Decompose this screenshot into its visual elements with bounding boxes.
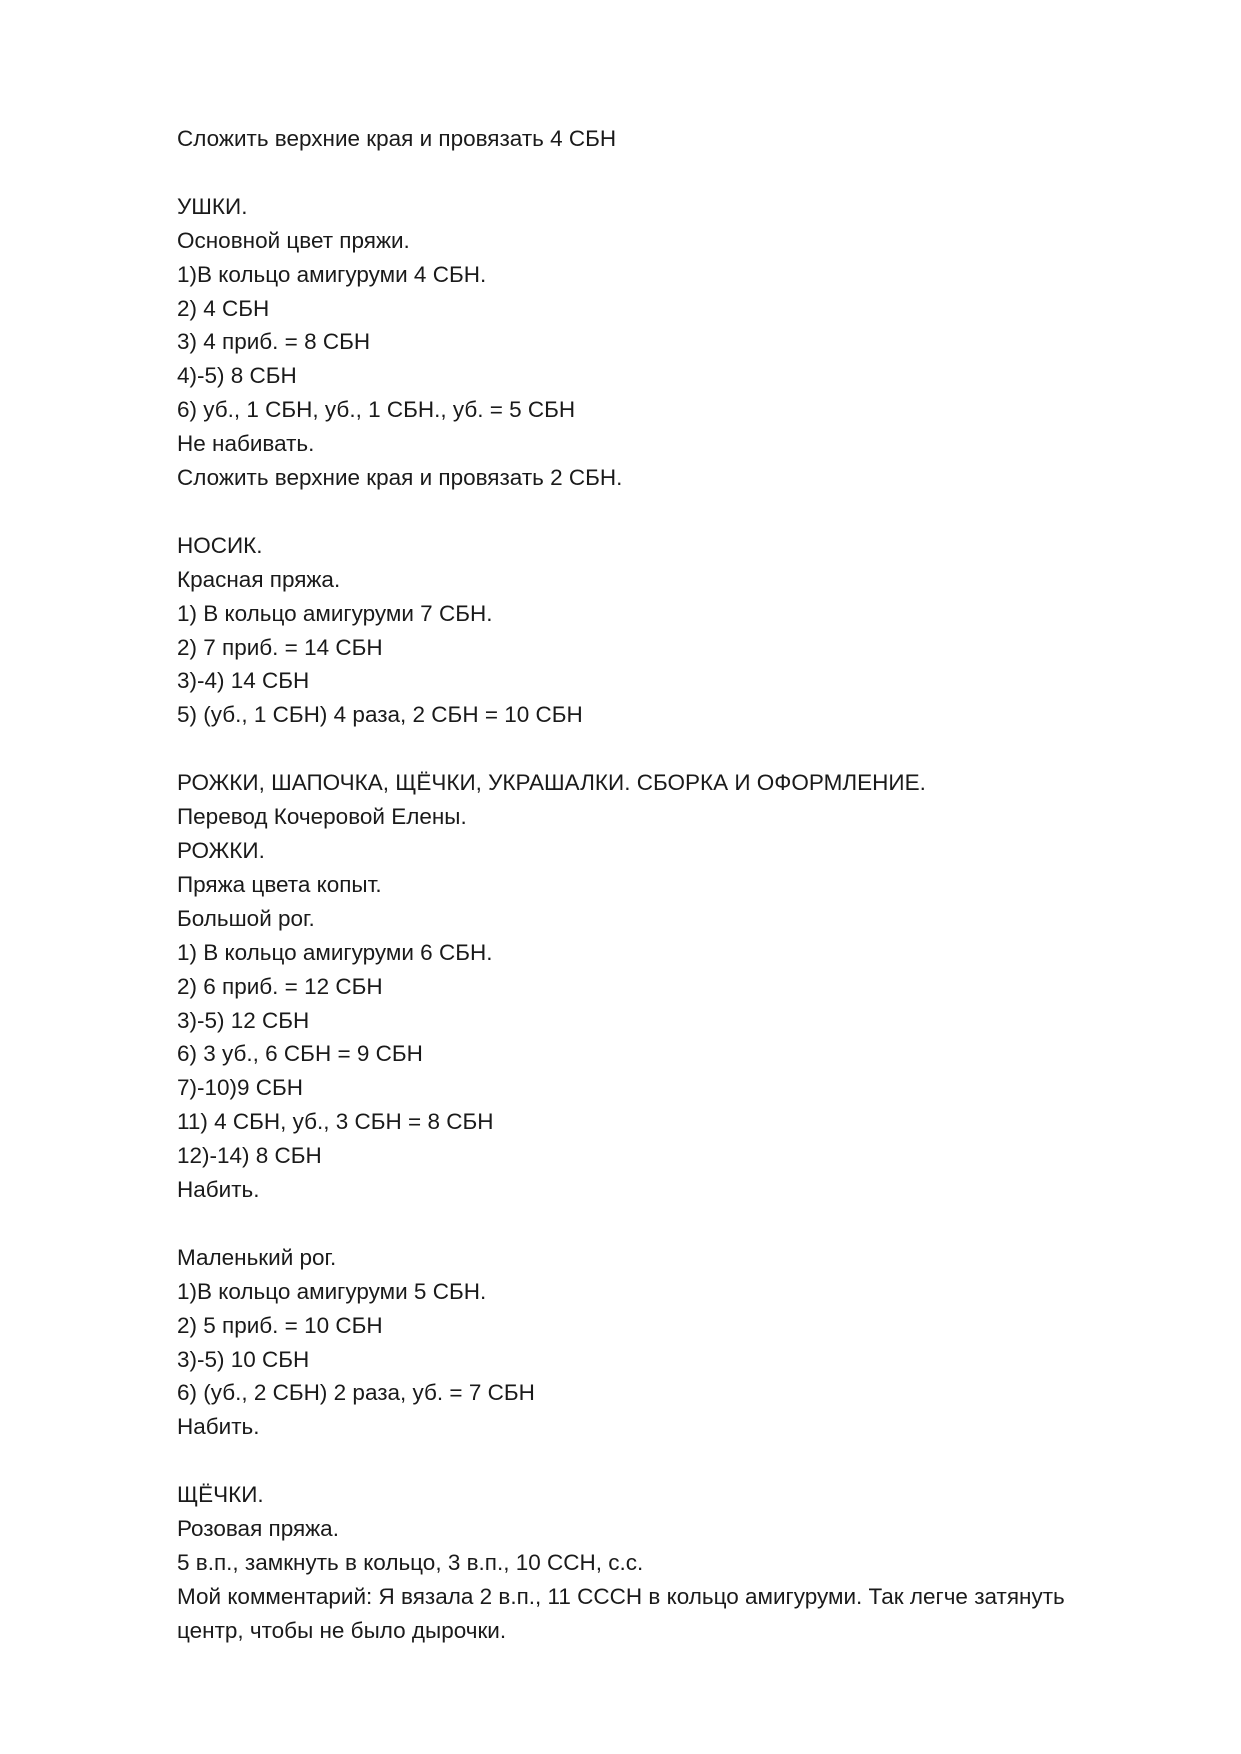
text-line: 1) В кольцо амигуруми 7 СБН.: [177, 600, 493, 626]
subheading-big-horn: Большой рог.: [177, 905, 315, 931]
text-line: Набить.: [177, 1414, 260, 1440]
text-line: 11) 4 СБН, уб., 3 СБН = 8 СБН: [177, 1109, 494, 1135]
text-line: 5) (уб., 1 СБН) 4 раза, 2 СБН = 10 СБН: [177, 702, 583, 728]
text-line: Пряжа цвета копыт.: [177, 871, 382, 897]
text-line: 2) 7 приб. = 14 СБН: [177, 634, 383, 660]
text-line: Сложить верхние края и провязать 2 СБН.: [177, 465, 623, 491]
text-line: 12)-14) 8 СБН: [177, 1143, 322, 1169]
intro-line: Сложить верхние края и провязать 4 СБН: [177, 126, 617, 151]
text-line: 2) 6 приб. = 12 СБН: [177, 973, 383, 999]
text-line: 1) В кольцо амигуруми 6 СБН.: [177, 939, 493, 965]
text-line: 1)В кольцо амигуруми 4 СБН.: [177, 261, 487, 287]
text-line: 3) 4 приб. = 8 СБН: [177, 329, 371, 355]
text-line: Красная пряжа.: [177, 566, 341, 592]
section-heading-rozhki: РОЖКИ.: [177, 837, 265, 863]
section-heading-ushki: УШКИ.: [177, 193, 248, 219]
spacer: [177, 1444, 1117, 1478]
text-line: Розовая пряжа.: [177, 1516, 339, 1542]
text-line: 3)-5) 12 СБН: [177, 1007, 310, 1033]
text-line: 5 в.п., замкнуть в кольцо, 3 в.п., 10 ССН, с.с.: [177, 1549, 644, 1575]
spacer: [177, 732, 1117, 766]
text-line: Набить.: [177, 1177, 260, 1203]
spacer: [177, 495, 1117, 529]
subheading-small-horn: Маленький рог.: [177, 1244, 337, 1270]
text-line: 4)-5) 8 СБН: [177, 363, 297, 389]
translator-line: Перевод Кочеровой Елены.: [177, 804, 467, 830]
section-heading-shchechki: ЩЁЧКИ.: [177, 1482, 264, 1508]
text-line: 2) 4 СБН: [177, 295, 270, 321]
text-line: 6) уб., 1 СБН, уб., 1 СБН., уб. = 5 СБН: [177, 397, 576, 423]
text-line: Не набивать.: [177, 431, 315, 457]
spacer: [177, 156, 1117, 190]
text-line: 1)В кольцо амигуруми 5 СБН.: [177, 1278, 487, 1304]
text-line: 7)-10)9 СБН: [177, 1075, 304, 1101]
text-line: 3)-4) 14 СБН: [177, 668, 310, 694]
comment-paragraph: Мой комментарий: Я вязала 2 в.п., 11 СССН в кольцо амигуруми. Так легче затянуть центр, чтобы не было дырочки.: [177, 1583, 1071, 1643]
spacer: [177, 1207, 1117, 1241]
section-heading-nosik: НОСИК.: [177, 532, 263, 558]
text-line: 6) 3 уб., 6 СБН = 9 СБН: [177, 1041, 423, 1067]
text-line: Основной цвет пряжи.: [177, 227, 410, 253]
section-heading-main: РОЖКИ, ШАПОЧКА, ЩЁЧКИ, УКРАШАЛКИ. СБОРКА И ОФОРМЛЕНИЕ.: [177, 770, 926, 796]
text-line: 6) (уб., 2 СБН) 2 раза, уб. = 7 СБН: [177, 1380, 535, 1406]
text-line: 3)-5) 10 СБН: [177, 1346, 310, 1372]
text-line: 2) 5 приб. = 10 СБН: [177, 1312, 383, 1338]
document-body: [177, 122, 1117, 1648]
